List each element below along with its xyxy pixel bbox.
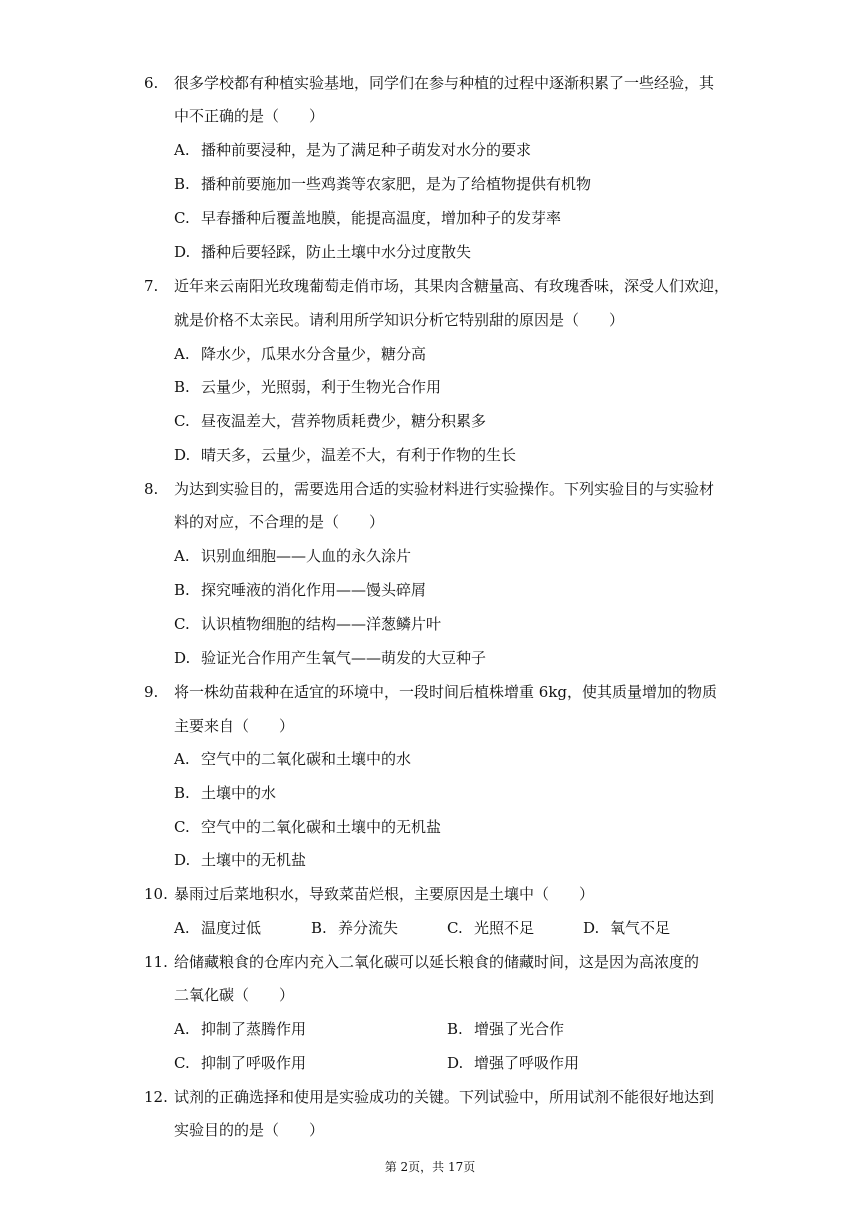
question-number: 12. bbox=[144, 1088, 168, 1106]
option-b[interactable]: B. 云量少，光照弱，利于生物光合作用 bbox=[174, 378, 442, 396]
question-number: 9. bbox=[144, 683, 159, 701]
option-c[interactable]: C. 抑制了呼吸作用 bbox=[174, 1054, 307, 1072]
option-d[interactable]: D. 播种后要轻踩，防止土壤中水分过度散失 bbox=[174, 243, 472, 261]
option-a[interactable]: A. 温度过低 bbox=[174, 919, 262, 937]
option-d[interactable]: D. 验证光合作用产生氧气——萌发的大豆种子 bbox=[174, 649, 487, 667]
page-footer: 第 2页，共 17页 bbox=[384, 1160, 476, 1174]
question-stem: 近年来云南阳光玫瑰葡萄走俏市场，其果肉含糖量高、有玫瑰香味，深受人们欢迎， bbox=[174, 277, 730, 295]
option-c[interactable]: C. 光照不足 bbox=[447, 919, 535, 937]
question-stem: 为达到实验目的，需要选用合适的实验材料进行实验操作。下列实验目的与实验材 bbox=[174, 480, 715, 498]
option-d[interactable]: D. 晴天多，云量少，温差不大，有利于作物的生长 bbox=[174, 446, 517, 464]
option-d[interactable]: D. 增强了呼吸作用 bbox=[447, 1054, 580, 1072]
question-stem: 料的对应，不合理的是（ ） bbox=[174, 513, 385, 531]
question-stem: 暴雨过后菜地积水，导致菜苗烂根，主要原因是土壤中（ ） bbox=[174, 885, 595, 903]
question-number: 6. bbox=[144, 74, 159, 92]
question-number: 7. bbox=[144, 277, 159, 295]
question-number: 10. bbox=[144, 885, 168, 903]
option-b[interactable]: B. 播种前要施加一些鸡粪等农家肥，是为了给植物提供有机物 bbox=[174, 175, 592, 193]
option-b[interactable]: B. 养分流失 bbox=[311, 919, 399, 937]
question-stem: 将一株幼苗栽种在适宜的环境中，一段时间后植株增重 6kg，使其质量增加的物质 bbox=[174, 683, 718, 701]
option-a[interactable]: A. 抑制了蒸腾作用 bbox=[174, 1020, 307, 1038]
option-a[interactable]: A. 播种前要浸种，是为了满足种子萌发对水分的要求 bbox=[174, 141, 532, 159]
question-number: 8. bbox=[144, 480, 159, 498]
question-stem: 主要来自（ ） bbox=[174, 717, 295, 735]
question-stem: 实验目的的是（ ） bbox=[174, 1121, 325, 1139]
option-c[interactable]: C. 早春播种后覆盖地膜，能提高温度，增加种子的发芽率 bbox=[174, 209, 562, 227]
question-stem: 中不正确的是（ ） bbox=[174, 107, 325, 125]
question-stem: 就是价格不太亲民。请利用所学知识分析它特别甜的原因是（ ） bbox=[174, 311, 625, 329]
option-b[interactable]: B. 探究唾液的消化作用——馒头碎屑 bbox=[174, 581, 427, 599]
option-a[interactable]: A. 空气中的二氧化碳和土壤中的水 bbox=[174, 750, 412, 768]
question-stem: 试剂的正确选择和使用是实验成功的关键。下列试验中，所用试剂不能很好地达到 bbox=[174, 1088, 715, 1106]
option-a[interactable]: A. 识别血细胞——人血的永久涂片 bbox=[174, 547, 412, 565]
question-stem: 给储藏粮食的仓库内充入二氧化碳可以延长粮食的储藏时间，这是因为高浓度的 bbox=[174, 953, 700, 971]
option-b[interactable]: B. 土壤中的水 bbox=[174, 784, 277, 802]
question-stem: 很多学校都有种植实验基地，同学们在参与种植的过程中逐渐积累了一些经验，其 bbox=[174, 74, 715, 92]
option-b[interactable]: B. 增强了光合作 bbox=[447, 1020, 565, 1038]
option-a[interactable]: A. 降水少，瓜果水分含量少，糖分高 bbox=[174, 345, 427, 363]
option-c[interactable]: C. 认识植物细胞的结构——洋葱鳞片叶 bbox=[174, 615, 442, 633]
option-d[interactable]: D. 氧气不足 bbox=[583, 919, 671, 937]
option-d[interactable]: D. 土壤中的无机盐 bbox=[174, 851, 307, 869]
question-stem: 二氧化碳（ ） bbox=[174, 986, 295, 1004]
question-number: 11. bbox=[144, 953, 168, 971]
option-c[interactable]: C. 空气中的二氧化碳和土壤中的无机盐 bbox=[174, 818, 442, 836]
option-c[interactable]: C. 昼夜温差大，营养物质耗费少，糖分积累多 bbox=[174, 412, 487, 430]
